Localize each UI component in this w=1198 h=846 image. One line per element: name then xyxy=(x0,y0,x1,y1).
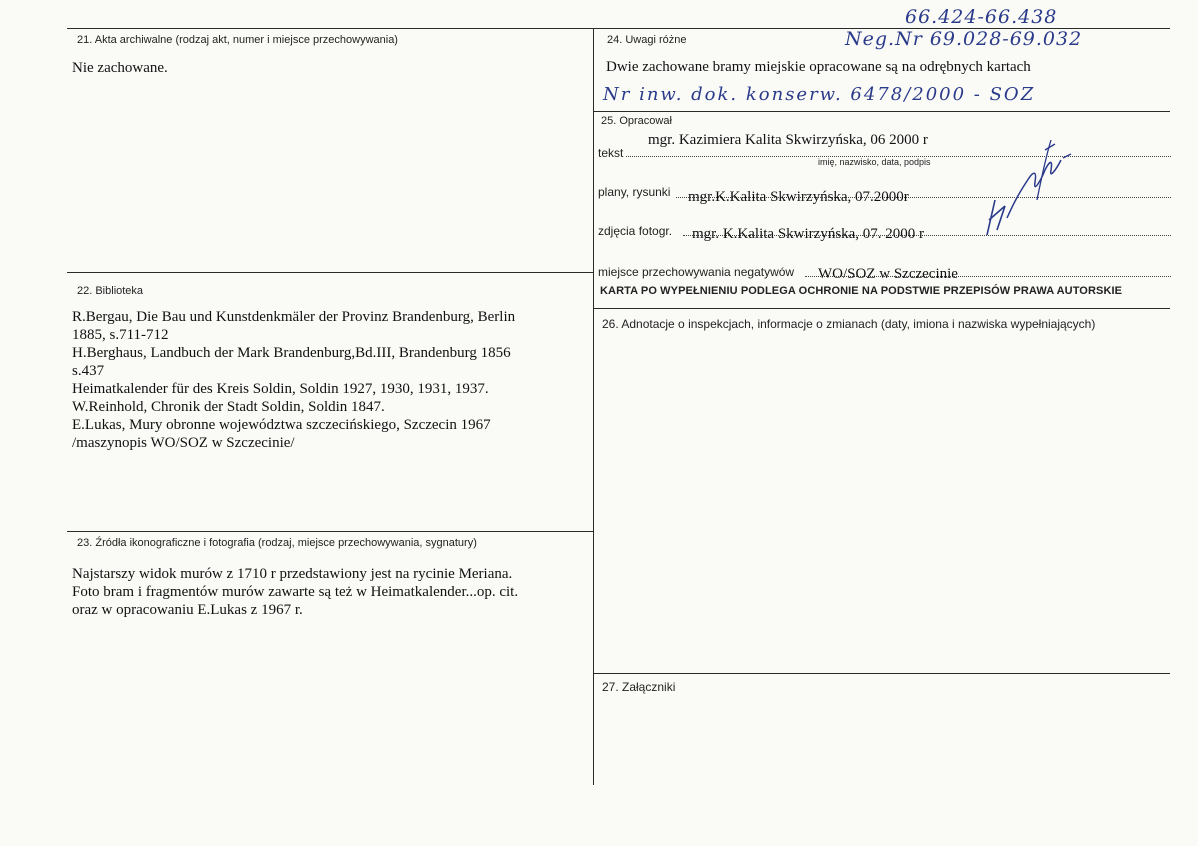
center-divider xyxy=(593,28,594,785)
bibliography-line: 1885, s.711-712 xyxy=(72,327,169,343)
divider-22-23 xyxy=(67,531,593,532)
divider-21-22 xyxy=(67,272,593,273)
section-22-heading: 22. Biblioteka xyxy=(77,285,144,297)
divider-26-27 xyxy=(594,673,1170,674)
bibliography-line: W.Reinhold, Chronik der Stadt Soldin, Soldin 1847. xyxy=(72,399,385,415)
section-25-heading: 25. Opracował xyxy=(601,115,672,127)
plany-label: plany, rysunki xyxy=(598,185,671,199)
handwritten-negative-number: Neg.Nr 69.028-69.032 xyxy=(845,28,1083,50)
section-24-heading: 24. Uwagi różne xyxy=(607,34,687,46)
bibliography-line: H.Berghaus, Landbuch der Mark Brandenburg,Bd.III, Brandenburg 1856 xyxy=(72,345,511,361)
section-23-text xyxy=(72,565,587,619)
iconography-line: oraz w opracowaniu E.Lukas z 1967 r. xyxy=(72,602,303,618)
section-24-text: Dwie zachowane bramy miejskie opracowane są na odrębnych kartach xyxy=(606,59,1031,75)
divider-25-26 xyxy=(594,308,1170,309)
iconography-line: Foto bram i fragmentów murów zawarte są też w Heimatkalender...op. cit. xyxy=(72,584,519,600)
section-22-bibliography xyxy=(72,308,587,452)
section-23-heading: 23. Źródła ikonograficzne i fotografia (rodzaj, miejsce przechowywania, sygnatury) xyxy=(77,537,477,549)
bibliography-line: Heimatkalender für des Kreis Soldin, Soldin 1927, 1930, 1931, 1937. xyxy=(72,381,489,397)
negatywy-label: miejsce przechowywania negatywów xyxy=(598,265,795,279)
zdjecia-value: mgr. K.Kalita Skwirzyńska, 07. 2000 r xyxy=(692,226,925,242)
tekst-value: mgr. Kazimiera Kalita Skwirzyńska, 06 2000 r xyxy=(648,132,928,148)
tekst-label: tekst xyxy=(598,146,624,160)
handwritten-negative-range: 66.424-66.438 xyxy=(905,6,1058,28)
bibliography-line: s.437 xyxy=(72,363,105,379)
section-26-heading: 26. Adnotacje o inspekcjach, informacje o zmianach (daty, imiona i nazwiska wypełniających) xyxy=(602,317,1096,331)
section-21-text: Nie zachowane. xyxy=(72,60,168,76)
handwritten-inventory-number: Nr inw. dok. konserw. 6478/2000 - SOZ xyxy=(603,84,1036,105)
bibliography-line: E.Lukas, Mury obronne województwa szczecińskiego, Szczecin 1967 xyxy=(72,417,491,433)
negatywy-value: WO/SOZ w Szczecinie xyxy=(818,266,958,282)
signature-caption: imię, nazwisko, data, podpis xyxy=(818,157,931,167)
iconography-line: Najstarszy widok murów z 1710 r przedstawiony jest na rycinie Meriana. xyxy=(72,566,513,582)
handwritten-signature xyxy=(975,140,1085,240)
bibliography-line: /maszynopis WO/SOZ w Szczecinie/ xyxy=(72,435,295,451)
bibliography-line: R.Bergau, Die Bau und Kunstdenkmäler der Provinz Brandenburg, Berlin xyxy=(72,309,516,325)
section-27-heading: 27. Załączniki xyxy=(602,680,676,694)
plany-value: mgr.K.Kalita Skwirzyńska, 07.2000r xyxy=(688,189,909,205)
divider-24-25 xyxy=(594,111,1170,112)
section-21-heading: 21. Akta archiwalne (rodzaj akt, numer i miejsce przechowywania) xyxy=(77,34,398,46)
zdjecia-label: zdjęcia fotogr. xyxy=(598,224,673,238)
copyright-notice: KARTA PO WYPEŁNIENIU PODLEGA OCHRONIE NA PODSTWIE PRZEPISÓW PRAWA AUTORSKIE xyxy=(600,285,1123,297)
